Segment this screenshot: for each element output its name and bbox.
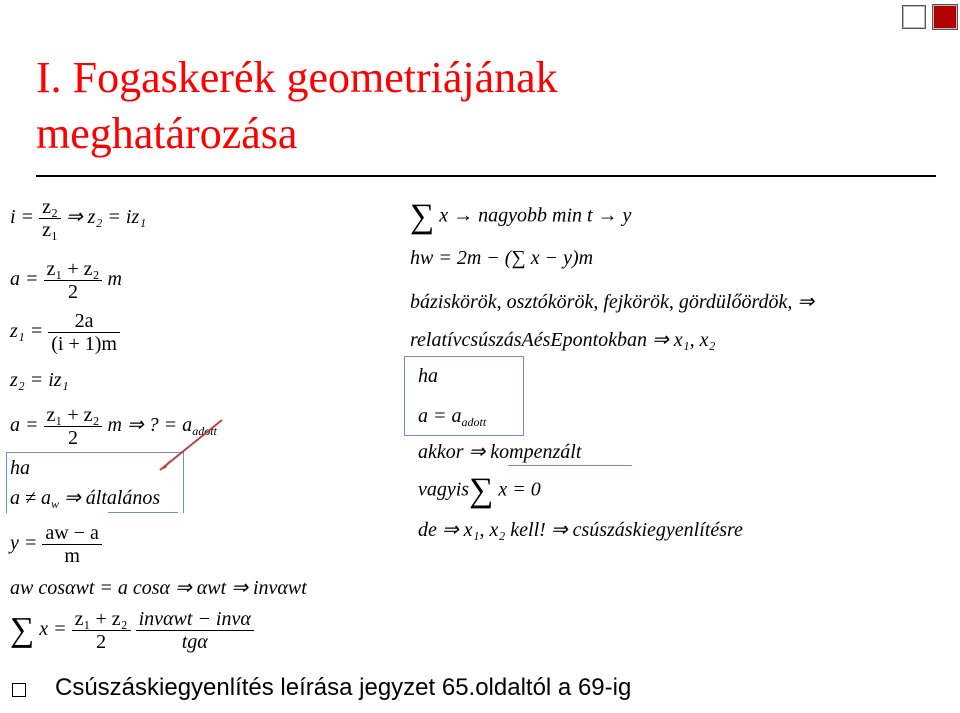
eq-gear-ratio: i = $\frac{\text{z₂}}{\text{z₁}}$ ⇒ z₂ = iz₁ [10,196,147,241]
eq-ha-left: ha [10,457,30,479]
eq-addendum-height: hw = 2m − (∑ x − y)m [410,247,594,269]
eq-relative-sliding: relatívcsúszásAésEpontokban ⇒ x₁, x₂ [410,329,716,351]
title-line-2: meghatározása [36,109,298,158]
compensated-underline [508,465,632,466]
bullet-square [12,683,26,697]
eq-z2: z₂ = iz₁ [10,369,69,391]
eq-general-case: $a \ne a_w$ ⇒ általános [10,487,161,511]
title-line-1: I. Fogaskerék geometriájának [36,53,558,102]
footer-note: Csúszáskiegyenlítés leírása jegyzet 65.oldaltól a 69-ig [55,674,632,701]
eq-center-distance-check: a = $\frac{\text{z₁ + z₂}}{2}$ m ⇒ ? = $a_{adott}$ [10,404,217,449]
eq-ha-right: ha [418,365,438,387]
eq-circles: báziskörök, osztókörök, fejkörök, gördülőördök, ⇒ [410,291,815,313]
eq-pressure-angle: aw cosαwt = a cosα ⇒ αwt ⇒ invαwt [10,577,307,599]
eq-sum-zero: vagyis∑ x = 0 [418,472,541,509]
eq-center-distance: a = $\frac{\text{z₁ + z₂}}{2}$ m [10,258,122,303]
eq-sum-x: ∑ x = $\frac{\text{z₁ + z₂}}{2}$ $\frac{\text{invαwt − invα}}{\text{tgα}}$ [10,608,254,653]
eq-a-equals-adott: $a = a_{adott}$ [418,405,487,429]
eq-sliding-equalization: de ⇒ x₁, x₂ kell! ⇒ csúszáskiegyenlítésre [418,519,743,541]
eq-compensated: akkor ⇒ kompenzált [418,441,582,463]
eq-sum-x-larger: ∑ x → nagyobb min t → y [410,198,632,235]
eq-y-shift: y = $\frac{aw - a}{m}$ [10,522,102,567]
eq-z1: z₁ = $\frac{2a}{(i + 1)m}$ [10,310,120,355]
